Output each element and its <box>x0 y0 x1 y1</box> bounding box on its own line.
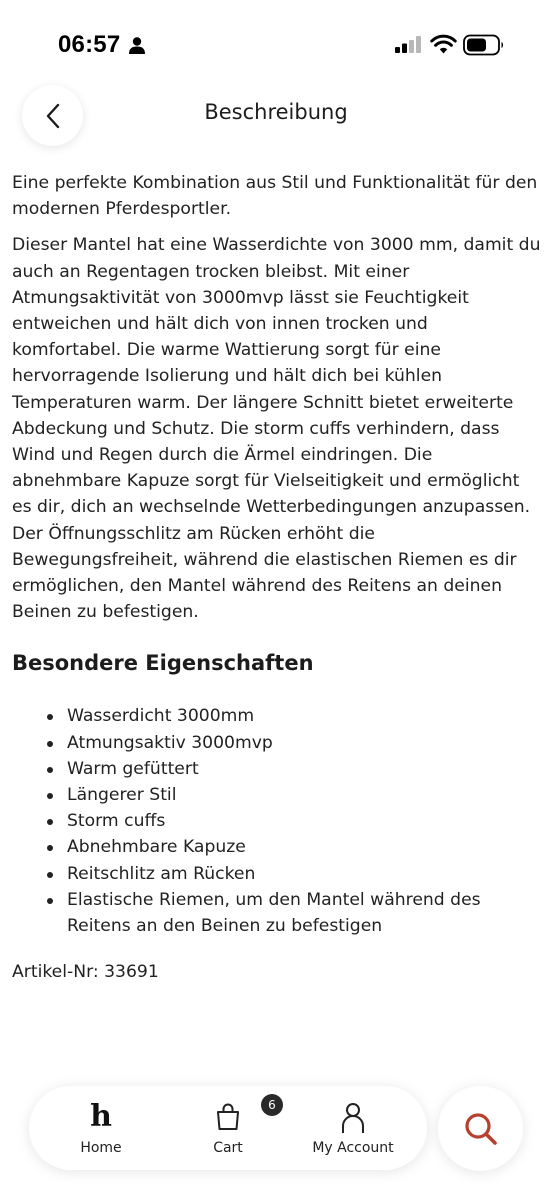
feature-item: Reitschlitz am Rücken <box>12 861 542 887</box>
signal-icon <box>395 36 422 53</box>
feature-item: Elastische Riemen, um den Mantel während des Reitens an den Beinen zu befestigen <box>12 887 542 939</box>
feature-item: Längerer Stil <box>12 782 542 808</box>
nav-home-label: Home <box>80 1140 122 1156</box>
bottom-nav <box>29 1086 427 1170</box>
person-icon <box>128 37 146 54</box>
features-list <box>12 703 542 939</box>
article-number: Artikel-Nr: 33691 <box>12 962 159 983</box>
feature-item: Abnehmbare Kapuze <box>12 834 542 860</box>
home-logo-icon: h <box>90 1099 112 1134</box>
cart-count-badge: 6 <box>261 1094 283 1116</box>
page-title: Beschreibung <box>204 100 348 124</box>
status-bar <box>0 0 552 88</box>
status-time: 06:57 <box>58 31 121 58</box>
description-paragraph: Dieser Mantel hat eine Wasserdichte von 3000 mm, damit du auch an Regentagen trocken bleibst. Mit einer Atmungsaktivität von 3000mvp lässt sie Feuchtigkeit entweichen und hält dich von innen trocken und komfortabel. Die warme Wattierung sorgt für eine hervorragende Isolierung und hält dich bei kühlen Temperaturen warm. Der längere Schnitt bietet erweiterte Abdeckung und Schutz. Die storm cuffs verhindern, dass Wind und Regen durch die Ärmel eindringen. Die abnehmbare Kapuze sorgt für Vielseitigkeit und ermöglicht es dir, dich an wechselnde Wetterbedingungen anzupassen. Der Öffnungsschlitz am Rücken erhöht die Bewegungsfreiheit, während die elastischen Riemen es dir ermöglichen, den Mantel während des Reitens an deinen Beinen zu befestigen. <box>12 235 541 623</box>
feature-item: Atmungsaktiv 3000mvp <box>12 730 542 756</box>
nav-account[interactable] <box>298 1086 408 1170</box>
user-icon <box>340 1102 366 1134</box>
feature-item: Wasserdicht 3000mm <box>12 703 542 729</box>
feature-item: Warm gefüttert <box>12 756 542 782</box>
intro-paragraph: Eine perfekte Kombination aus Stil und Funktionalität für den modernen Pferdesportler. <box>12 173 538 220</box>
wifi-icon <box>430 34 457 54</box>
feature-item: Storm cuffs <box>12 808 542 834</box>
battery-icon <box>463 34 505 56</box>
nav-cart-label: Cart <box>213 1140 243 1156</box>
shopping-bag-icon <box>215 1102 241 1132</box>
description-content <box>12 170 542 985</box>
nav-account-label: My Account <box>312 1140 394 1156</box>
features-heading: Besondere Eigenschaften <box>12 651 314 676</box>
search-button[interactable] <box>438 1086 523 1171</box>
search-icon <box>463 1111 499 1147</box>
nav-home[interactable] <box>46 1086 156 1170</box>
nav-cart[interactable] <box>173 1086 283 1170</box>
